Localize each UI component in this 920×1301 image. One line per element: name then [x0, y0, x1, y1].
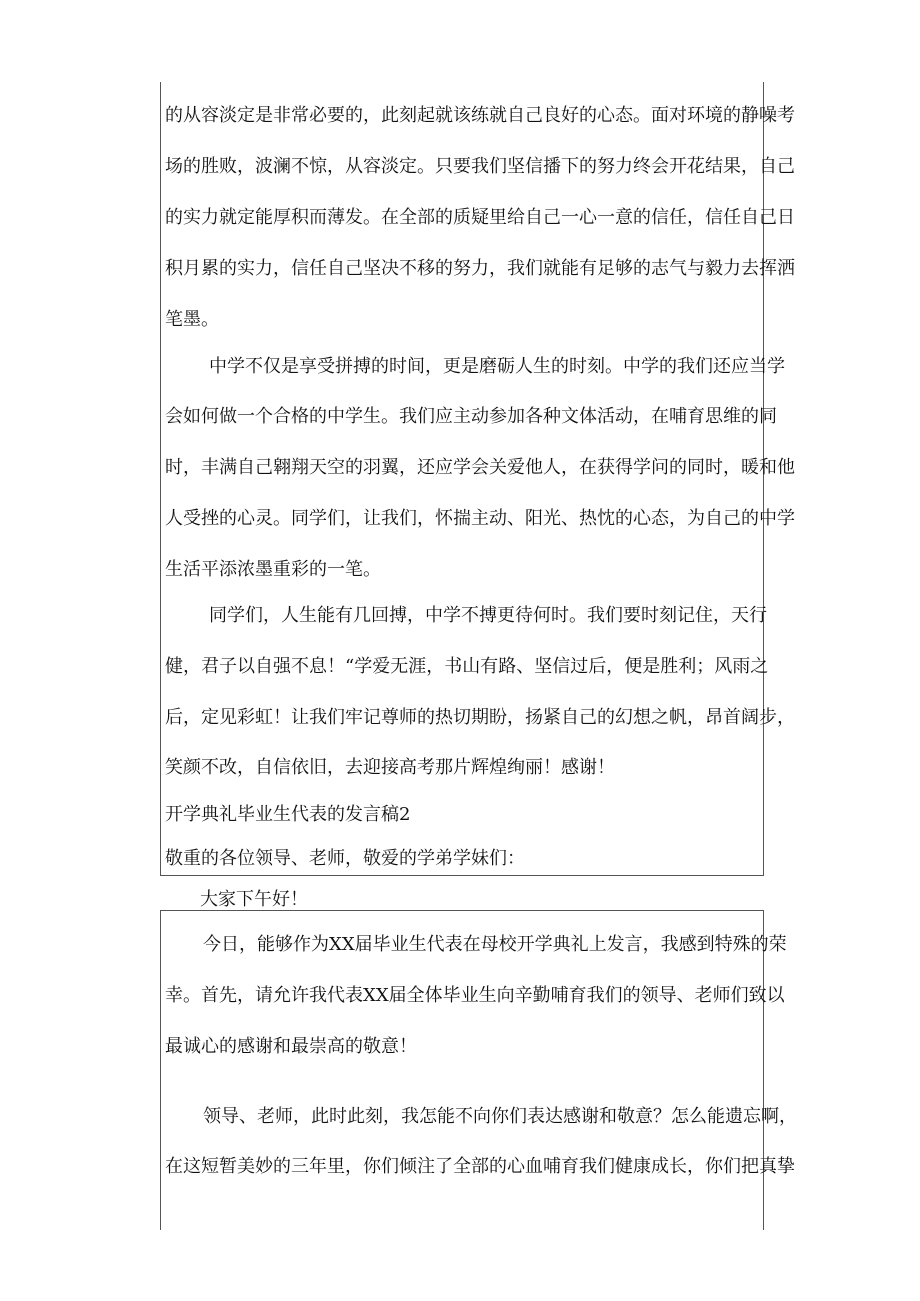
- text-line: 最诚心的感谢和最崇高的敬意！: [165, 1036, 417, 1057]
- text-line: 领 导 、 老 师 ， 此 时 此 刻 ， 我 怎 能 不 向 你 们 表 达 感 谢 和 敬 意 ？ 怎 么 能 遗 忘 啊 ，: [203, 1106, 797, 1127]
- greeting: 大家下午好！: [200, 889, 308, 910]
- text-line: 在 这 短 暂 美 妙 的 三 年 里 ， 你 们 倾 注 了 全 部 的 心 血 哺 育 我 们 健 康 成 长 ， 你 们 把 真 挚: [165, 1156, 795, 1177]
- text-line: 笔墨。: [165, 309, 219, 330]
- text-line: 的 实 力 就 定 能 厚 积 而 薄 发 。 在 全 部 的 质 疑 里 给 自 己 一 心 一 意 的 信 任 ， 信 任 自 己 日: [165, 207, 795, 228]
- text-line: 时 ， 丰 满 自 己 翱 翔 天 空 的 羽 翼 ， 还 应 学 会 关 爱 他 人 ， 在 获 得 学 问 的 同 时 ， 暖 和 他: [165, 457, 795, 478]
- text-line: 中 学 不 仅 是 享 受 拼 搏 的 时 间 ， 更 是 磨 砺 人 生 的 时 刻 。 中 学 的 我 们 还 应 当 学: [209, 356, 785, 377]
- text-line: 今 日 ， 能 够 作 为 X X 届 毕 业 生 代 表 在 母 校 开 学 典 礼 上 发 言 ， 我 感 到 特 殊 的 荣: [203, 934, 787, 955]
- salutation: 敬重的各位领导、老师，敬爱的学弟学妹们：: [165, 848, 525, 869]
- text-line: 场 的 胜 败 ， 波 澜 不 惊 ， 从 容 淡 定 。 只 要 我 们 坚 信 播 下 的 努 力 终 会 开 花 结 果 ， 自 己: [165, 156, 795, 177]
- text-line: 同 学 们 ， 人 生 能 有 几 回 搏 ， 中 学 不 搏 更 待 何 时 。 我 们 要 时 刻 记 住 ， 天 行: [209, 605, 767, 626]
- text-line: 健 ， 君 子 以 自 强 不 息 ！ “ 学 爱 无 涯 ， 书 山 有 路 、 坚 信 过 后 ， 便 是 胜 利 ； 风 雨 之: [165, 656, 769, 677]
- text-line: 的 从 容 淡 定 是 非 常 必 要 的 ， 此 刻 起 就 该 练 就 自 己 良 好 的 心 态 。 面 对 环 境 的 静 噪 考: [165, 105, 795, 126]
- text-line: 生活平添浓墨重彩的一笔。: [165, 559, 381, 580]
- section-heading: 开学典礼毕业生代表的发言稿2: [165, 804, 411, 825]
- text-line: 积 月 累 的 实 力 ， 信 任 自 己 坚 决 不 移 的 努 力 ， 我 们 就 能 有 足 够 的 志 气 与 毅 力 去 挥 洒: [165, 258, 795, 279]
- document-frame-bottom: [160, 910, 797, 1230]
- text-line: 后 ， 定 见 彩 虹 ！ 让 我 们 牢 记 尊 师 的 热 切 期 盼 ， 扬 紧 自 己 的 幻 想 之 帆 ， 昂 首 阔 步 ，: [165, 707, 795, 728]
- text-line: 会 如 何 做 一 个 合 格 的 中 学 生 。 我 们 应 主 动 参 加 各 种 文 体 活 动 ， 在 哺 育 思 维 的 同: [165, 406, 777, 427]
- text-line: 幸 。 首 先 ， 请 允 许 我 代 表 X X 届 全 体 毕 业 生 向 辛 勤 哺 育 我 们 的 领 导 、 老 师 们 致 以: [165, 985, 785, 1006]
- text-line: 笑颜不改，自信依旧，去迎接高考那片辉煌绚丽！感谢！: [165, 757, 615, 778]
- text-line: 人 受 挫 的 心 灵 。 同 学 们 ， 让 我 们 ， 怀 揣 主 动 、 阳 光 、 热 忱 的 心 态 ， 为 自 己 的 中 学: [165, 508, 795, 529]
- document-frame-top: [160, 82, 795, 876]
